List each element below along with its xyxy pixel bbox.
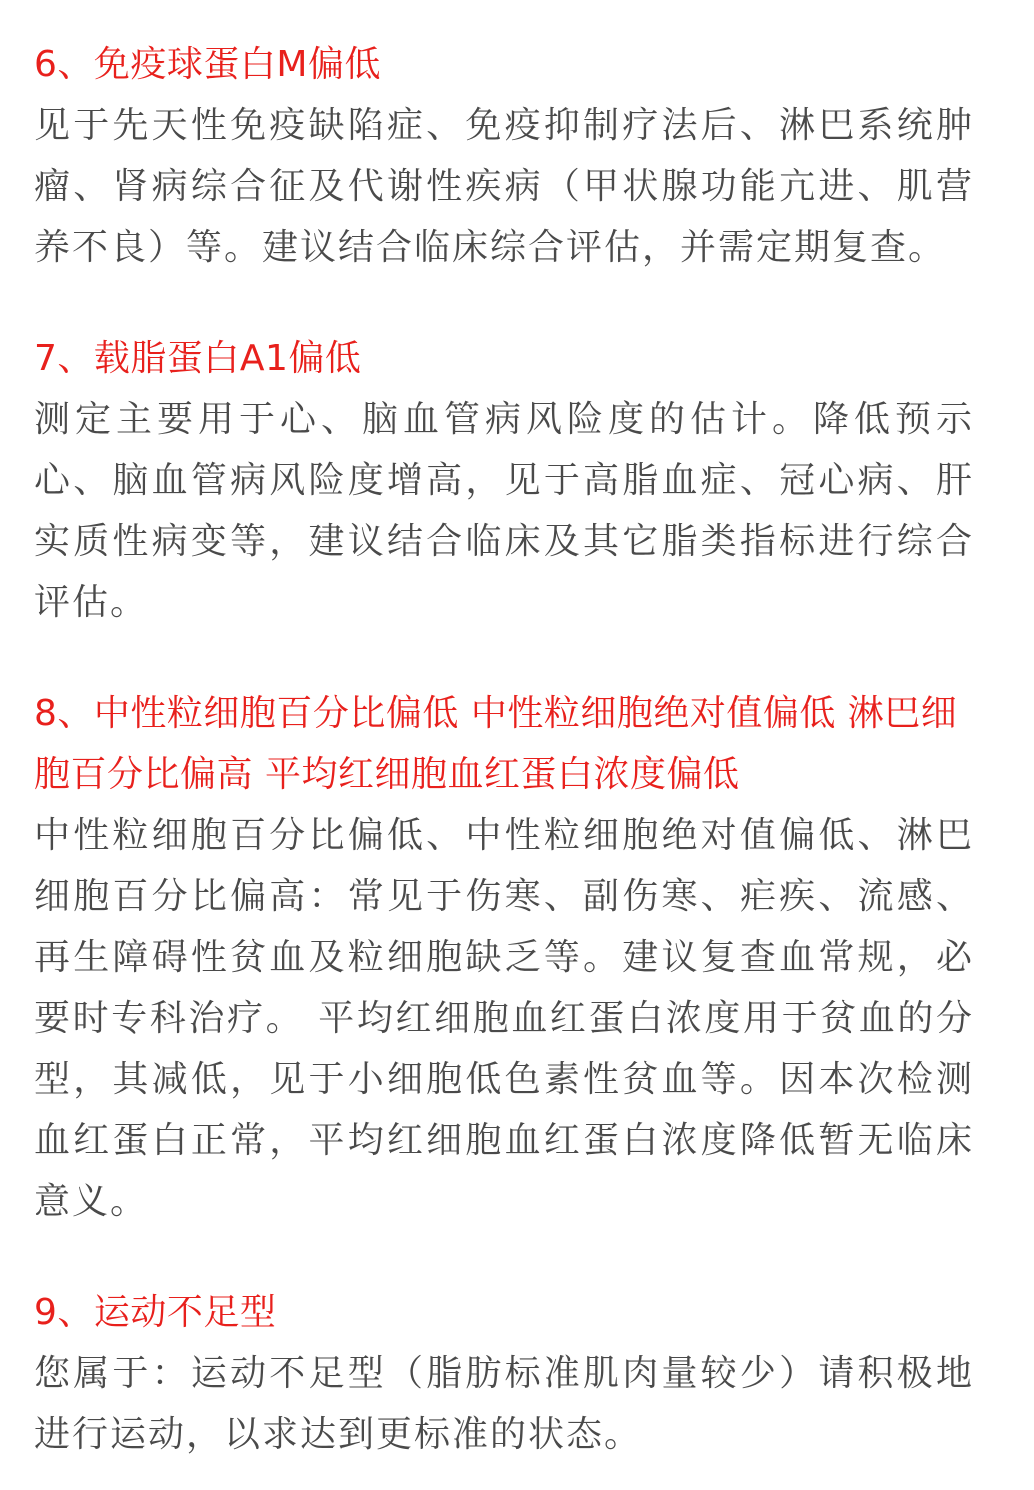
section-body: 您属于：运动不足型（脂肪标准肌肉量较少）请积极地进行运动，以求达到更标准的状态。 — [34, 1353, 974, 1455]
section-heading: 6、免疫球蛋白M偏低 — [34, 44, 381, 85]
section-heading: 9、运动不足型 — [34, 1292, 277, 1333]
section-heading: 8、中性粒细胞百分比偏低 中性粒细胞绝对值偏低 淋巴细胞百分比偏高 平均红细胞血红蛋白浓度偏低 — [34, 693, 958, 795]
section-blood-cells — [34, 683, 974, 1232]
section-exercise — [34, 1282, 974, 1465]
section-body: 测定主要用于心、脑血管病风险度的估计。降低预示心、脑血管病风险度增高，见于高脂血症、冠心病、肝实质性病变等，建议结合临床及其它脂类指标进行综合评估。 — [34, 399, 974, 623]
section-body: 中性粒细胞百分比偏低、中性粒细胞绝对值偏低、淋巴细胞百分比偏高：常见于伤寒、副伤寒、疟疾、流感、再生障碍性贫血及粒细胞缺乏等。建议复查血常规，必要时专科治疗。 平均红细胞血红蛋白浓度用于贫血的分型，其减低，见于小细胞低色素性贫血等。因本次检测血红蛋白正常，平均红细胞血红蛋白浓度降低暂无临床意义。 — [34, 815, 974, 1222]
section-apoa1-low — [34, 328, 974, 633]
section-igm-low — [34, 34, 974, 278]
report-content — [34, 34, 974, 1465]
section-heading: 7、载脂蛋白A1偏低 — [34, 338, 362, 379]
section-body: 见于先天性免疫缺陷症、免疫抑制疗法后、淋巴系统肿瘤、肾病综合征及代谢性疾病（甲状腺功能亢进、肌营养不良）等。建议结合临床综合评估，并需定期复查。 — [34, 105, 974, 268]
